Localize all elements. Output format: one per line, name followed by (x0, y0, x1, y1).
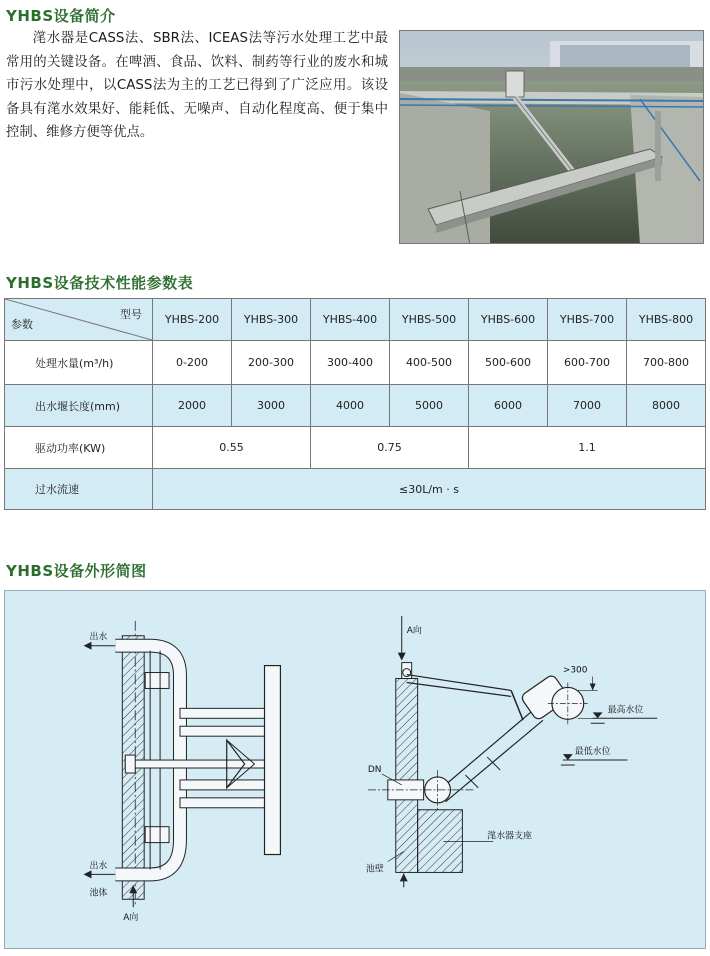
header-diagonal-cell (5, 299, 153, 341)
flow-cell: 200-300 (232, 341, 311, 385)
weir-cell: 6000 (469, 385, 548, 427)
model-header: YHBS-200 (153, 299, 232, 341)
model-header: YHBS-400 (311, 299, 390, 341)
decanter-photo (399, 30, 704, 244)
table-header-row (5, 299, 706, 341)
intro-section-title: YHBS设备简介 (6, 7, 116, 25)
weir-cell: 3000 (232, 385, 311, 427)
table-row-power (5, 427, 706, 469)
table-row-speed (5, 469, 706, 510)
speed-cell: ≤30L/m · s (153, 469, 706, 510)
outline-drawing-svg (5, 591, 705, 948)
flow-cell: 700-800 (627, 341, 706, 385)
power-cell: 0.55 (153, 427, 311, 469)
dimension-label: >300 (562, 665, 588, 676)
row-label-power: 驱动功率(KW) (5, 427, 153, 469)
weir-cell: 2000 (153, 385, 232, 427)
flow-cell: 500-600 (469, 341, 548, 385)
flow-cell: 0-200 (153, 341, 232, 385)
decanter-support (418, 810, 463, 873)
intro-paragraph: 滗水器是CASS法、SBR法、ICEAS法等污水处理工艺中最常用的关键设备。在啤酒、食品、饮料、制药等行业的废水和城市污水处理中，以CASS法为主的工艺已得到了广泛应用。该设备具有滗水效果好、能耗低、无噪声、自动化程度高、便于集中控制、维修方便等优点。 (6, 31, 388, 140)
row-label-weir: 出水堰长度(mm) (5, 385, 153, 427)
outlet-bottom-label: 出水 (89, 861, 108, 872)
header-model-label: 型号 (120, 308, 142, 321)
outlet-top-label: 出水 (89, 632, 108, 643)
low-water-level-label: 最低水位 (574, 747, 611, 758)
model-header: YHBS-800 (627, 299, 706, 341)
direction-label-left: A向 (123, 913, 139, 924)
flow-cell: 300-400 (311, 341, 390, 385)
wall-label: 池壁 (365, 864, 384, 875)
weir-cell: 5000 (390, 385, 469, 427)
power-cell: 1.1 (469, 427, 706, 469)
high-water-level-label: 最高水位 (607, 705, 644, 716)
tank-label: 池体 (89, 888, 108, 899)
model-header: YHBS-500 (390, 299, 469, 341)
drawing-section-title: YHBS设备外形简图 (6, 562, 147, 580)
row-label-speed: 过水流速 (5, 469, 153, 510)
flow-cell: 600-700 (548, 341, 627, 385)
direction-label-right: A向 (406, 625, 422, 636)
support-label: 滗水器支座 (487, 831, 532, 842)
model-header: YHBS-700 (548, 299, 627, 341)
outline-drawing (4, 590, 706, 949)
decanter-photo-illustration (400, 31, 704, 244)
table-row-weir (5, 385, 706, 427)
table-section-title: YHBS设备技术性能参数表 (6, 274, 194, 292)
power-cell: 0.75 (311, 427, 469, 469)
weir-cell: 4000 (311, 385, 390, 427)
dn-label: DN (367, 764, 382, 775)
weir-cell: 7000 (548, 385, 627, 427)
parameter-table (4, 298, 706, 510)
header-param-label: 参数 (11, 318, 33, 331)
model-header: YHBS-600 (469, 299, 548, 341)
flow-cell: 400-500 (390, 341, 469, 385)
plan-view (84, 621, 281, 923)
row-label-flow: 处理水量(m³/h) (5, 341, 153, 385)
model-header: YHBS-300 (232, 299, 311, 341)
table-row-flow (5, 341, 706, 385)
weir-cell: 8000 (627, 385, 706, 427)
section-view (366, 616, 657, 887)
